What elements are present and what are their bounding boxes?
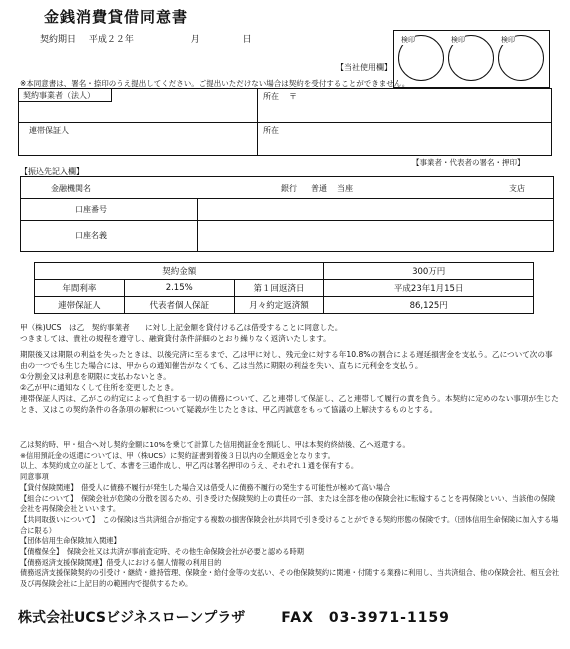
- institution-field[interactable]: [121, 180, 281, 195]
- bank-box: [20, 176, 554, 252]
- first-repay-label: 第１回返済日: [234, 280, 324, 297]
- amount-value: 300万円: [324, 263, 534, 280]
- borrower-address-field[interactable]: [263, 103, 463, 119]
- account-name-field[interactable]: [201, 224, 541, 246]
- branch-suffix: 支店: [509, 184, 525, 193]
- seal-label-1: 検印: [401, 36, 415, 44]
- document-title: 金銭消費貸借同意書: [44, 8, 189, 26]
- branch-field[interactable]: [361, 180, 501, 195]
- borrower-address-label: 所在: [263, 92, 279, 101]
- fax-number: FAX 03-3971-1159: [281, 610, 450, 626]
- account-name-label: 口座名義: [75, 231, 107, 240]
- loan-row: [35, 280, 534, 297]
- loan-guarantor-value: 代表者個人保証: [124, 297, 234, 314]
- rate-label: 年間利率: [35, 280, 125, 297]
- agreement-paragraph-1: 甲（株)UCS は乙 契約事業者 に対し上記金額を貸付ける乙は借受することに同意した。 つきましては、貴社の規程を遵守し、融資貸付条件詳細のとおり繰りなく返済いたします。: [20, 323, 343, 343]
- date-year: 平成２２年: [88, 35, 134, 45]
- monthly-label: 月々約定返済額: [234, 297, 324, 314]
- account-number-label: 口座番号: [75, 205, 107, 214]
- account-type-ordinary[interactable]: 普通: [311, 184, 327, 193]
- contract-date-row: [40, 32, 262, 45]
- first-repay-value: 平成23年1月15日: [324, 280, 534, 297]
- guarantor-label: 連帯保証人: [29, 126, 69, 135]
- account-type-current[interactable]: 当座: [337, 184, 353, 193]
- borrower-name-field[interactable]: [23, 102, 251, 120]
- loan-row: [35, 297, 534, 314]
- date-label: 契約期日: [40, 35, 77, 45]
- seal-circle-1[interactable]: [398, 35, 444, 81]
- date-month: 月: [190, 35, 200, 45]
- account-number-field[interactable]: [201, 201, 541, 217]
- loan-guarantor-label: 連帯保証人: [35, 297, 125, 314]
- amount-label: 契約金額: [35, 263, 324, 280]
- notice-text: ※本同意書は、署名・捺印のうえ提出してください。ご提出いただけない場合は契約を受付することができません。: [20, 79, 410, 88]
- seal-circle-2[interactable]: [448, 35, 494, 81]
- seal-label-3: 検印: [501, 36, 515, 44]
- date-day: 日: [242, 35, 252, 45]
- guarantor-address-field[interactable]: [263, 137, 545, 153]
- agreement-paragraph-2: 期限後又は期限の利益を失ったときは、以後完済に至るまで、乙は甲に対し、残元金に対する年10.8%の割合による遅延損害金を支払う。乙について次の事由の一つでも生じた場合には、甲からの通知催告がなくても、乙は当然に期限の利益を失い、直ちに元利金を支払う。 ①分割金又は利息を期限に支払わないとき。 ②乙が甲に通知なくして住所を変更したとき。 連帯保証人丙は、乙がこの約定によって負担する一切の債務について、乙と連帯して保証し、乙と連帯して履行の責を負う。本契約に定めのない事項が生じたとき、又はこの契約条件の各条項の解釈について疑義が生じたときは、甲乙丙誠意をもって協議の上解決するものとする。: [20, 350, 559, 414]
- bank-section-header: 【振込先記入欄】: [20, 167, 84, 176]
- bank-suffix: 銀行: [281, 184, 297, 193]
- sign-note: 【事業者・代表者の署名・押印】: [412, 158, 525, 167]
- loan-row: [35, 263, 534, 280]
- monthly-value: 86,125円: [324, 297, 534, 314]
- institution-label: 金融機関名: [51, 184, 91, 193]
- office-use-label: 【当社使用欄】: [336, 63, 392, 72]
- rate-value: 2.15%: [124, 280, 234, 297]
- seal-label-2: 検印: [451, 36, 465, 44]
- company-name: 株式会社UCSビジネスローンプラザ: [18, 610, 246, 626]
- postal-mark: 〒: [289, 92, 297, 101]
- guarantor-name-field[interactable]: [23, 137, 251, 153]
- borrower-label: 契約事業者（法人）: [23, 91, 95, 100]
- party-box: [18, 88, 552, 156]
- agreement-paragraph-3: 乙は契約時、甲・組合へ対し契約金額に10%を乗じて計算した信用拠証金を預託し、甲は本契約終結後、乙へ返還する。 ※信用預託金の返還については、甲（株UCS）に契約証書到着後３日以内の全額返金となります。 以上、本契約成立の証として、本書を三通作成し、甲乙丙は署名押印のうえ、それぞれ１通を保有する。 同意事項 【貸付保険関連】 借受人に債務不履行が発生した場合又は借受人に債務不履行の発生する可能性が極めて高い場合 【組合について】 保険会社が危険の分散を図るため、引き受けた保険契約上の責任の一部、または全部を他の保険会社に転嫁することを再保険といい、当該他の保険会社を再保険会社といいます。 【共同取扱いについて】 この保険は当共済組合が指定する複数の損害保険会社が共同で引き受けることができる契約形態の保険です。（団体信用生命保険に加入する場合に限る） 【団体信用生命保険加入関連】 【債権保全】 保険会社又は共済が事前査定時、その他生命保険会社が必要と認める時期 【債務返済支援保険関連】借受人における個人情報の利用目的 債務返済支援保険契約の引受け・継続・維持管理、保険金・給付金等の支払い、その他保険契約に関連・付随する業務に利用し、当共済組合、他の保険会社、相互会社及び再保険会社に上記目的の範囲内で提供するため。: [20, 440, 560, 589]
- stamp-area: [393, 30, 550, 88]
- seal-circle-3[interactable]: [498, 35, 544, 81]
- guarantor-address-label: 所在: [263, 126, 279, 135]
- loan-table: [34, 262, 534, 314]
- footer-company: [18, 607, 450, 627]
